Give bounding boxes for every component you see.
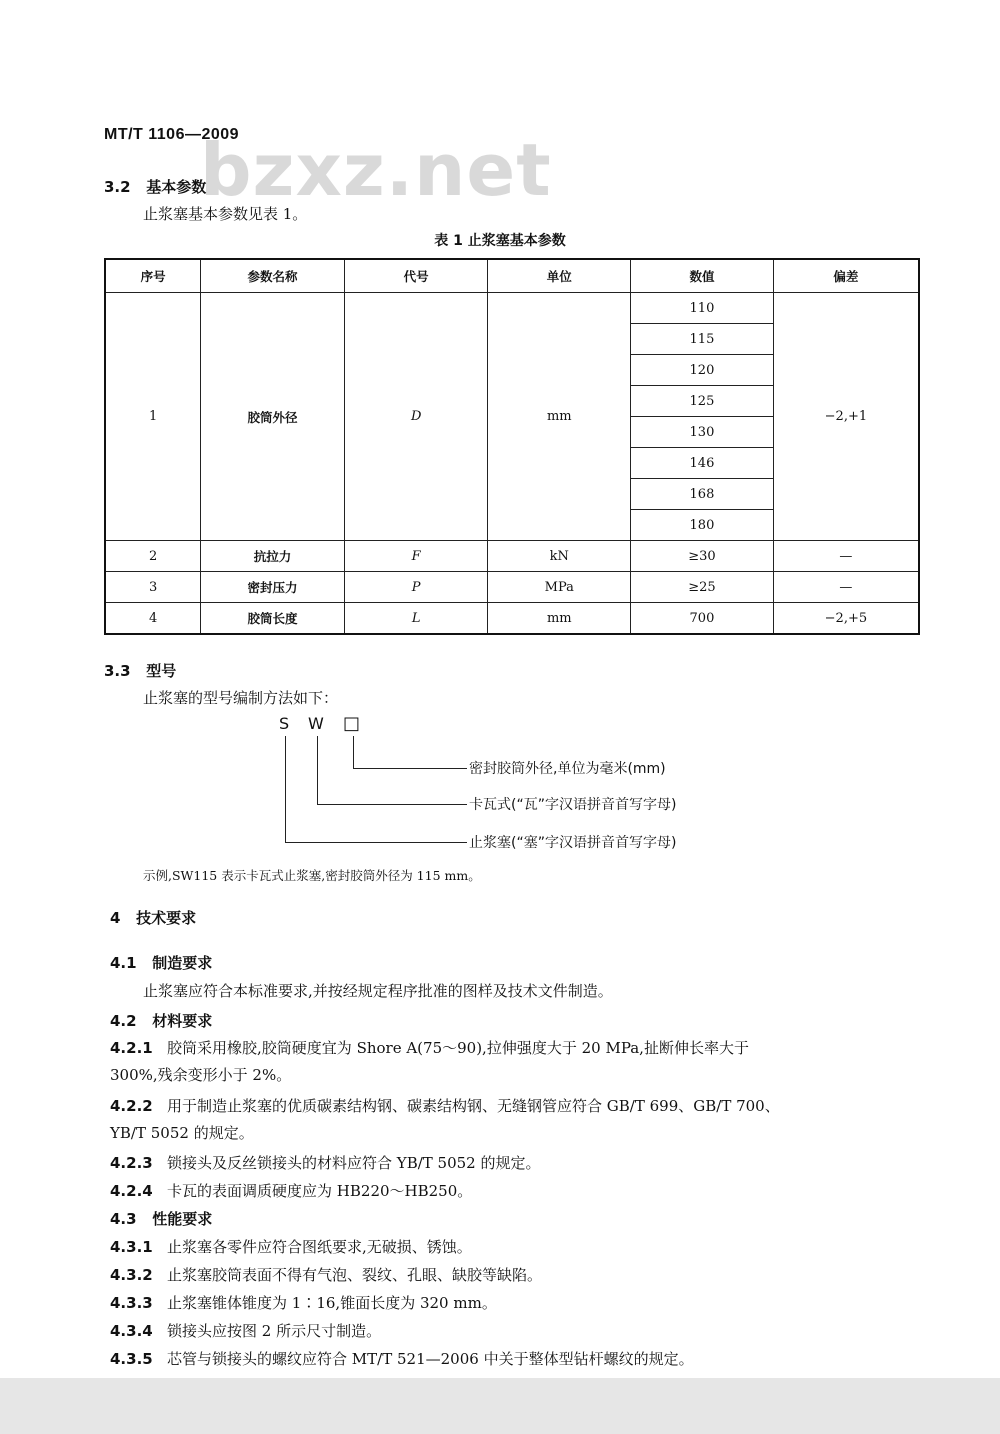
diagram-label-stopper: 止浆塞(“塞”字汉语拼音首写字母) <box>469 835 677 851</box>
section-4-heading <box>110 907 196 928</box>
section-title: 制造要求 <box>152 954 213 972</box>
header-cell: 序号 <box>105 259 201 293</box>
section-number: 4.1 <box>110 954 137 972</box>
header-cell: 代号 <box>344 259 488 293</box>
connector-line <box>353 736 354 768</box>
table-row <box>105 293 919 324</box>
cell-value: 168 <box>631 479 774 510</box>
cell-value: 110 <box>631 293 774 324</box>
header-cell: 参数名称 <box>201 259 345 293</box>
section-number: 4.2 <box>110 1012 137 1030</box>
clause-4-2-4 <box>110 1180 472 1201</box>
clause-text: 锁接头应按图 2 所示尺寸制造。 <box>167 1322 382 1340</box>
header-cell: 单位 <box>488 259 631 293</box>
cell-code: L <box>344 603 488 635</box>
table-caption: 表 1 止浆塞基本参数 <box>434 233 566 249</box>
cell-value: 115 <box>631 324 774 355</box>
cell-unit: mm <box>488 603 631 635</box>
clause-text: 卡瓦的表面调质硬度应为 HB220～HB250。 <box>167 1182 473 1200</box>
cell-unit: kN <box>488 541 631 572</box>
section-title: 性能要求 <box>152 1210 213 1228</box>
clause-4-2-3 <box>110 1152 541 1173</box>
clause-number: 4.2.1 <box>110 1039 153 1057</box>
section-number: 3.3 <box>104 662 131 680</box>
diagram-label-diameter: 密封胶筒外径,单位为毫米(mm) <box>469 761 666 777</box>
clause-number: 4.3.2 <box>110 1266 153 1284</box>
cell-value: ≥30 <box>631 541 774 572</box>
section-3-2-heading <box>104 176 206 197</box>
model-code-diagram <box>270 710 770 860</box>
section-4-1-heading <box>110 952 212 973</box>
diagram-label-slip-type: 卡瓦式(“瓦”字汉语拼音首写字母) <box>469 797 677 813</box>
section-3-2-intro: 止浆塞基本参数见表 1。 <box>143 205 308 223</box>
clause-number: 4.3.3 <box>110 1294 153 1312</box>
clause-4-2-1-cont: 300%,残余变形小于 2%。 <box>110 1066 292 1084</box>
cell-unit: MPa <box>488 572 631 603</box>
clause-4-3-2 <box>110 1264 542 1285</box>
cell-name: 胶筒外径 <box>201 293 345 541</box>
header-cell: 偏差 <box>773 259 919 293</box>
clause-number: 4.3.1 <box>110 1238 153 1256</box>
cell-name: 密封压力 <box>201 572 345 603</box>
example-note: 示例,SW115 表示卡瓦式止浆塞,密封胶筒外径为 115 mm。 <box>143 868 481 883</box>
connector-line <box>317 804 467 805</box>
diagram-letter-w: W <box>308 714 324 733</box>
table-row <box>105 572 919 603</box>
connector-line <box>317 736 318 804</box>
table-row <box>105 603 919 635</box>
clause-4-3-3 <box>110 1292 497 1313</box>
page-bottom-band <box>0 1378 1000 1434</box>
diagram-placeholder-box: □ <box>343 713 361 734</box>
cell-no: 2 <box>105 541 201 572</box>
connector-line <box>285 842 467 843</box>
clause-text: 止浆塞各零件应符合图纸要求,无破损、锈蚀。 <box>167 1238 472 1256</box>
cell-code: P <box>344 572 488 603</box>
connector-line <box>353 768 467 769</box>
clause-number: 4.2.4 <box>110 1182 153 1200</box>
parameter-table <box>104 258 920 635</box>
cell-value: 125 <box>631 386 774 417</box>
clause-text: 胶筒采用橡胶,胶筒硬度宜为 Shore A(75～90),拉伸强度大于 20 MPa,扯断伸长率大于 <box>167 1039 749 1057</box>
clause-4-3-4 <box>110 1320 381 1341</box>
cell-code: D <box>344 293 488 541</box>
clause-4-2-2-cont: YB/T 5052 的规定。 <box>110 1124 254 1142</box>
section-3-3-heading <box>104 660 176 681</box>
cell-code: F <box>344 541 488 572</box>
table-row <box>105 541 919 572</box>
cell-no: 4 <box>105 603 201 635</box>
section-number: 4.3 <box>110 1210 137 1228</box>
section-title: 技术要求 <box>136 909 197 927</box>
clause-4-3-5 <box>110 1348 694 1369</box>
cell-value: 700 <box>631 603 774 635</box>
section-4-2-heading <box>110 1010 212 1031</box>
clause-text: 止浆塞胶筒表面不得有气泡、裂纹、孔眼、缺胶等缺陷。 <box>167 1266 543 1284</box>
section-title: 基本参数 <box>146 178 207 196</box>
clause-4-2-1 <box>110 1037 925 1058</box>
cell-tolerance: −2,+1 <box>773 293 919 541</box>
clause-4-2-2 <box>110 1095 930 1116</box>
clause-number: 4.2.3 <box>110 1154 153 1172</box>
cell-value: 146 <box>631 448 774 479</box>
watermark: bzxz.net <box>200 128 552 212</box>
cell-value: 180 <box>631 510 774 541</box>
section-4-1-text: 止浆塞应符合本标准要求,并按经规定程序批准的图样及技术文件制造。 <box>143 982 613 1000</box>
header-cell: 数值 <box>631 259 774 293</box>
cell-tolerance: −2,+5 <box>773 603 919 635</box>
cell-unit: mm <box>488 293 631 541</box>
table-header-row <box>105 259 919 293</box>
clause-number: 4.3.4 <box>110 1322 153 1340</box>
clause-text: 用于制造止浆塞的优质碳素结构钢、碳素结构钢、无缝钢管应符合 GB/T 699、GB/T 700、 <box>167 1097 780 1115</box>
section-title: 型号 <box>146 662 177 680</box>
cell-name: 胶筒长度 <box>201 603 345 635</box>
clause-4-3-1 <box>110 1236 472 1257</box>
cell-value: 120 <box>631 355 774 386</box>
cell-no: 1 <box>105 293 201 541</box>
standard-code-header: MT/T 1106—2009 <box>104 126 240 143</box>
clause-number: 4.2.2 <box>110 1097 153 1115</box>
cell-value: 130 <box>631 417 774 448</box>
cell-tolerance: — <box>773 541 919 572</box>
diagram-letter-s: S <box>279 714 290 733</box>
section-3-3-intro: 止浆塞的型号编制方法如下： <box>143 689 339 707</box>
section-title: 材料要求 <box>152 1012 213 1030</box>
section-number: 4 <box>110 909 121 927</box>
cell-no: 3 <box>105 572 201 603</box>
section-4-3-heading <box>110 1208 212 1229</box>
clause-number: 4.3.5 <box>110 1350 153 1368</box>
connector-line <box>285 736 286 842</box>
cell-tolerance: — <box>773 572 919 603</box>
cell-name: 抗拉力 <box>201 541 345 572</box>
section-number: 3.2 <box>104 178 131 196</box>
cell-value: ≥25 <box>631 572 774 603</box>
clause-text: 芯管与锁接头的螺纹应符合 MT/T 521—2006 中关于整体型钻杆螺纹的规定。 <box>167 1350 694 1368</box>
clause-text: 锁接头及反丝锁接头的材料应符合 YB/T 5052 的规定。 <box>167 1154 541 1172</box>
clause-text: 止浆塞锥体锥度为 1∶16,锥面长度为 320 mm。 <box>167 1294 497 1312</box>
